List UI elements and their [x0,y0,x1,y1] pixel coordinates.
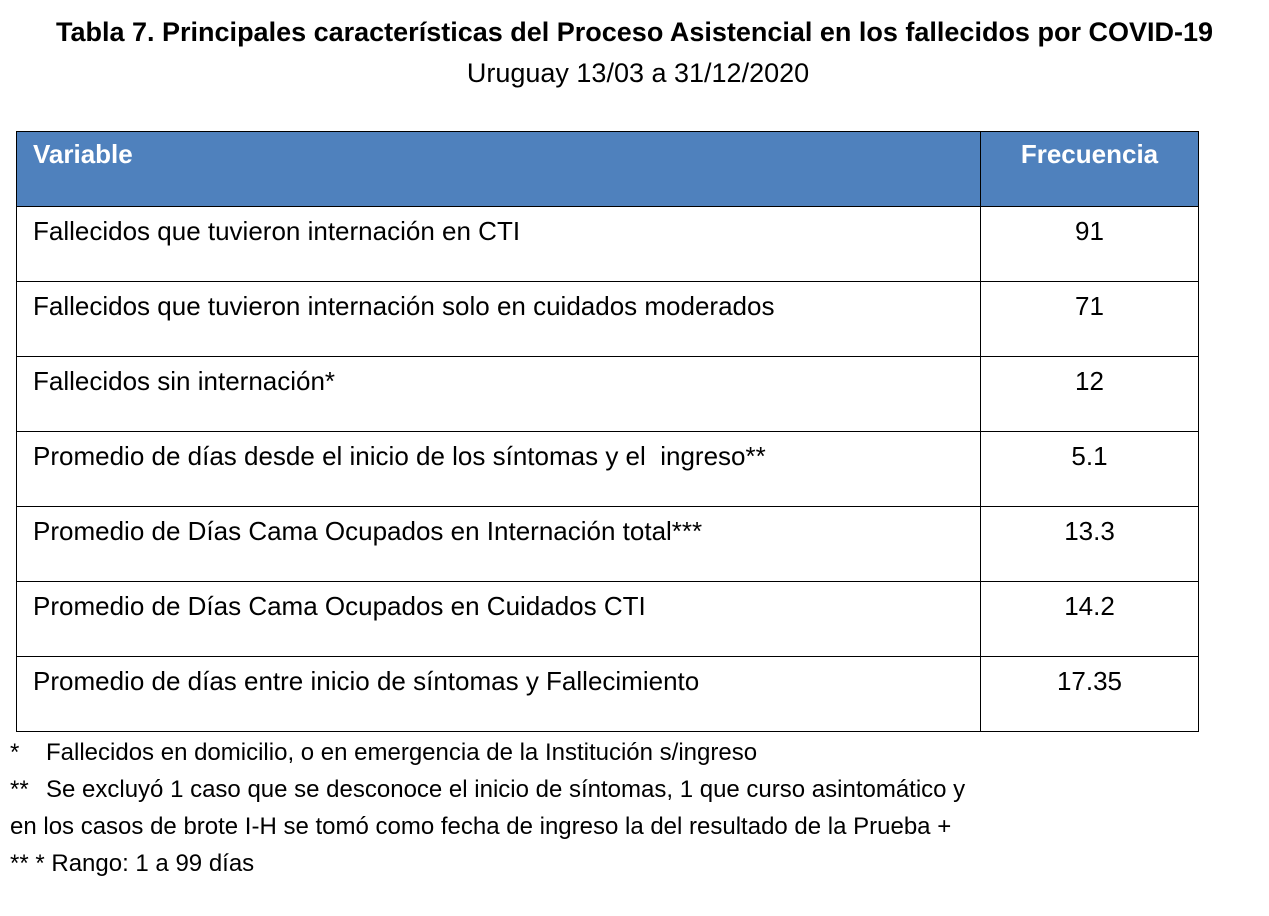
cell-variable: Promedio de días entre inicio de síntomas y Fallecimiento [17,657,981,732]
table-row [17,582,1199,657]
table-row [17,432,1199,507]
table-row [17,207,1199,282]
table-subtitle: Uruguay 13/03 a 31/12/2020 [466,58,810,88]
table-header-row [17,132,1199,207]
footnote-mark: ** [10,776,29,803]
table-row [17,282,1199,357]
table-row [17,357,1199,432]
footnote-mark: * [10,739,20,766]
header-variable: Variable [17,132,981,207]
cell-frecuencia: 13.3 [981,507,1199,582]
footnote-text: Rango: 1 a 99 días [51,850,255,877]
cell-frecuencia: 91 [981,207,1199,282]
cell-frecuencia: 71 [981,282,1199,357]
cell-variable: Promedio de Días Cama Ocupados en Cuidados CTI [17,582,981,657]
cell-frecuencia: 17.35 [981,657,1199,732]
footnote-text: Fallecidos en domicilio, o en emergencia de la Institución s/ingreso [46,739,758,766]
footnote-continuation: en los casos de brote I-H se tomó como fecha de ingreso la del resultado de la Prueba + [10,813,952,840]
footnote [10,771,1260,808]
cell-frecuencia: 14.2 [981,582,1199,657]
footnote [10,734,1260,771]
cell-frecuencia: 5.1 [981,432,1199,507]
footnotes [10,734,1260,882]
cell-variable: Fallecidos que tuvieron internación solo en cuidados moderados [17,282,981,357]
table-title: Tabla 7. Principales características del Proceso Asistencial en los fallecidos por COVID-19 [56,17,1213,47]
table-row [17,507,1199,582]
data-table [16,131,1199,732]
table-row [17,657,1199,732]
cell-variable: Promedio de días desde el inicio de los síntomas y el ingreso** [17,432,981,507]
header-frecuencia: Frecuencia [981,132,1199,207]
cell-variable: Fallecidos sin internación* [17,357,981,432]
footnote [10,845,1260,882]
footnote-text: Se excluyó 1 caso que se desconoce el inicio de síntomas, 1 que curso asintomático y [46,776,966,803]
cell-variable: Fallecidos que tuvieron internación en CTI [17,207,981,282]
cell-variable: Promedio de Días Cama Ocupados en Internación total*** [17,507,981,582]
footnote-mark: ** * [10,850,45,877]
cell-frecuencia: 12 [981,357,1199,432]
